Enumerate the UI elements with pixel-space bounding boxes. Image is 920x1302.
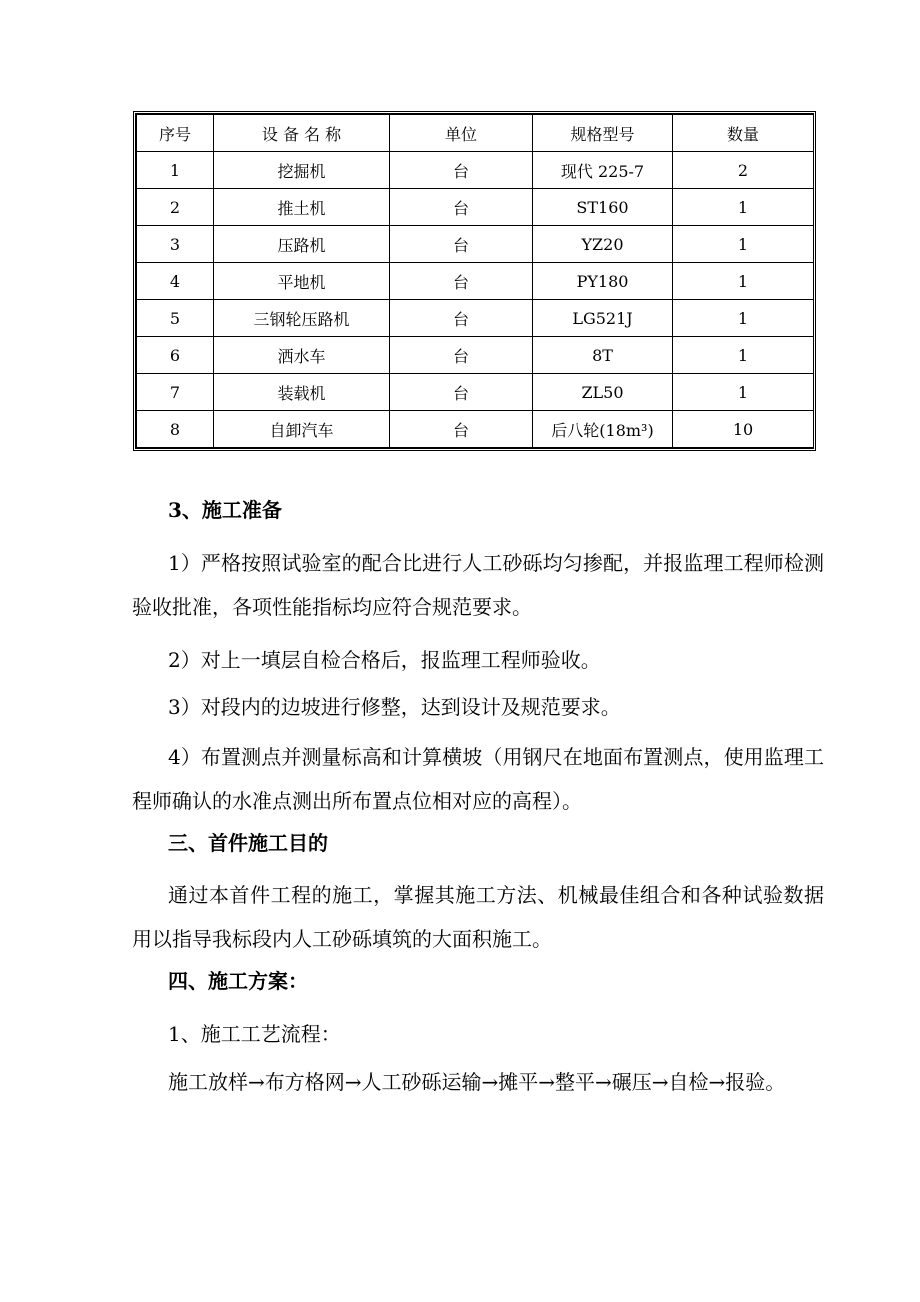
table-row: [137, 374, 814, 411]
cell-spec: PY180: [533, 263, 673, 300]
cell-name: 平地机: [214, 263, 390, 300]
table-row: [137, 337, 814, 374]
table-row: [137, 189, 814, 226]
table-row: [137, 226, 814, 263]
cell-name: 自卸汽车: [214, 411, 390, 448]
cell-no: 3: [137, 226, 214, 263]
cell-qty: 1: [673, 263, 814, 300]
cell-no: 4: [137, 263, 214, 300]
header-spec: 规格型号: [533, 115, 673, 152]
cell-unit: 台: [390, 152, 533, 189]
cell-spec: YZ20: [533, 226, 673, 263]
section-heading-plan: 四、施工方案：: [168, 969, 308, 993]
cell-unit: 台: [390, 189, 533, 226]
header-qty: 数量: [673, 115, 814, 152]
paragraph-flow: 施工放样→布方格网→人工砂砾运输→摊平→整平→碾压→自检→报验。: [168, 1070, 786, 1094]
cell-spec: 后八轮(18m³): [533, 411, 673, 448]
header-unit: 单位: [390, 115, 533, 152]
cell-qty: 10: [673, 411, 814, 448]
cell-qty: 1: [673, 189, 814, 226]
cell-spec: LG521J: [533, 300, 673, 337]
section-heading-purpose: 三、首件施工目的: [168, 831, 328, 855]
table-row: [137, 411, 814, 448]
header-name: 设 备 名 称: [214, 115, 390, 152]
paragraph-prep-3: 3）对段内的边坡进行修整，达到设计及规范要求。: [168, 695, 621, 719]
cell-no: 7: [137, 374, 214, 411]
paragraph-purpose: 通过本首件工程的施工，掌握其施工方法、机械最佳组合和各种试验数据用以指导我标段内人工砂砾填筑的大面积施工。: [132, 883, 824, 951]
table-row: [137, 152, 814, 189]
subheading-flow: 1、施工工艺流程：: [168, 1022, 341, 1046]
section-heading-preparation: 3、施工准备: [168, 498, 282, 522]
cell-no: 5: [137, 300, 214, 337]
cell-spec: 8T: [533, 337, 673, 374]
cell-unit: 台: [390, 300, 533, 337]
cell-qty: 1: [673, 374, 814, 411]
cell-unit: 台: [390, 263, 533, 300]
cell-spec: ZL50: [533, 374, 673, 411]
cell-qty: 1: [673, 337, 814, 374]
paragraph-prep-2: 2）对上一填层自检合格后，报监理工程师验收。: [168, 648, 601, 672]
cell-spec: ST160: [533, 189, 673, 226]
paragraph-prep-1: 1）严格按照试验室的配合比进行人工砂砾均匀掺配，并报监理工程师检测验收批准，各项性能指标均应符合规范要求。: [132, 551, 824, 619]
table-header-row: [137, 115, 814, 152]
cell-no: 6: [137, 337, 214, 374]
cell-qty: 1: [673, 300, 814, 337]
cell-name: 装载机: [214, 374, 390, 411]
paragraph-prep-4: 4）布置测点并测量标高和计算横坡（用钢尺在地面布置测点，使用监理工程师确认的水准点测出所布置点位相对应的高程）。: [132, 745, 824, 813]
cell-name: 挖掘机: [214, 152, 390, 189]
cell-unit: 台: [390, 226, 533, 263]
cell-name: 推土机: [214, 189, 390, 226]
cell-no: 1: [137, 152, 214, 189]
cell-name: 洒水车: [214, 337, 390, 374]
cell-no: 2: [137, 189, 214, 226]
equipment-table: [136, 114, 814, 448]
cell-spec: 现代 225-7: [533, 152, 673, 189]
cell-no: 8: [137, 411, 214, 448]
table-row: [137, 300, 814, 337]
cell-unit: 台: [390, 374, 533, 411]
cell-unit: 台: [390, 411, 533, 448]
cell-unit: 台: [390, 337, 533, 374]
cell-qty: 2: [673, 152, 814, 189]
cell-name: 压路机: [214, 226, 390, 263]
equipment-table-frame: [133, 111, 816, 451]
table-row: [137, 263, 814, 300]
cell-name: 三钢轮压路机: [214, 300, 390, 337]
header-no: 序号: [137, 115, 214, 152]
cell-qty: 1: [673, 226, 814, 263]
